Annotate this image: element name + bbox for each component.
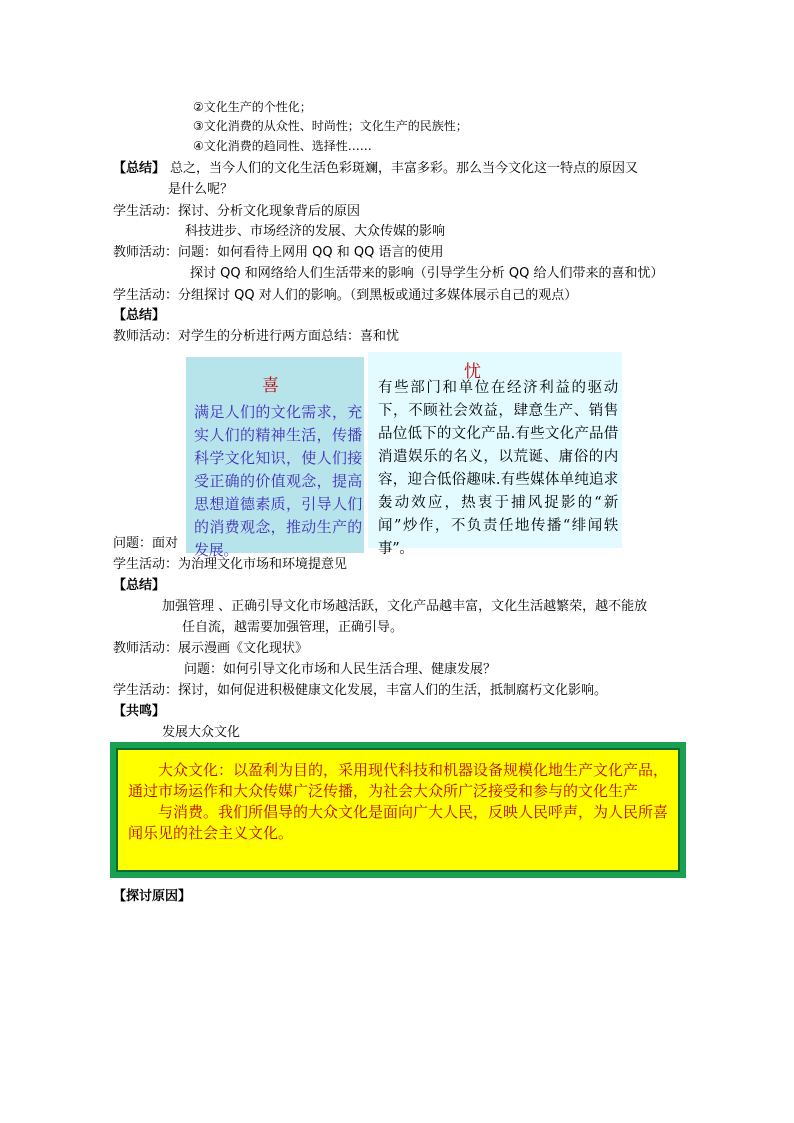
- explore-heading: 【探讨原因】: [113, 889, 192, 904]
- teacher-activity-3-question: 问题：如何引导文化市场和人民生活合理、健康发展？: [184, 662, 497, 677]
- resonance-heading: 【共鸣】: [113, 704, 166, 719]
- student-activity-4: 学生活动：探讨，如何促进积极健康文化发展，丰富人们的生活，抵制腐朽文化影响。: [113, 683, 608, 698]
- worry-text: 有些部门和单位在经济利益的驱动下，不顾社会效益，肆意生产、销售品位低下的文化产品.有些文化产品借消遣娱乐的名义，以荒诞、庸俗的内容，迎合低俗趣味.有些媒体单纯追求轰动效应，热衷于捕风捉影的“新闻”炒作，不负责任地传播“绯闻轶事”。: [378, 380, 618, 557]
- joy-title: 喜: [262, 376, 279, 396]
- summary-3-text-2: 任自流，越需要加强管理，正确引导。: [182, 620, 404, 635]
- teacher-activity-1: 教师活动：问题：如何看待上网用 QQ 和 QQ 语言的使用: [113, 245, 444, 260]
- teacher-activity-3: 教师活动：展示漫画《文化现状》: [113, 641, 309, 656]
- summary-text-2: 是什么呢？: [168, 182, 234, 197]
- summary-heading-2: 【总结】: [113, 308, 166, 323]
- student-activity-3: 学生活动：为治理文化市场和环境提意见: [113, 557, 348, 572]
- develop-heading: 发展大众文化: [162, 725, 241, 740]
- worry-title: 忧: [464, 362, 481, 382]
- student-activity-1-detail: 科技进步、市场经济的发展、大众传媒的影响: [185, 224, 446, 239]
- student-activity-2: 学生活动：分组探讨 QQ 对人们的影响。（到黑板或通过多媒体展示自己的观点）: [113, 288, 578, 303]
- definition-para-2: 与消费。我们所倡导的大众文化是面向广大人民，反映人民呼声，为人民所喜闻乐见的社会主义文化。: [128, 803, 669, 842]
- question-line: 问题：面对: [113, 536, 179, 551]
- summary-3-text-1: 加强管理 、正确引导文化市场越活跃，文化产品越丰富，文化生活越繁荣，越不能放: [162, 599, 648, 614]
- summary-text-1: 总之，当今人们的文化生活色彩斑斓，丰富多彩。那么当今文化这一特点的原因又: [170, 161, 639, 176]
- joy-box: [186, 357, 364, 559]
- student-activity-1: 学生活动：探讨、分析文化现象背后的原因: [113, 204, 361, 219]
- mass-culture-definition-box: [110, 742, 686, 878]
- item-4-line: ④文化消费的趋同性、选择性……: [193, 139, 372, 153]
- definition-para-1: 大众文化：以盈利为目的，采用现代科技和机器设备规模化地生产文化产品，通过市场运作和大众传媒广泛传播，为社会大众所广泛接受和参与的文化生产: [128, 761, 669, 800]
- teacher-activity-1-detail: 探讨 QQ 和网络给人们生活带来的影响（引导学生分析 QQ 给人们带来的喜和忧）: [190, 266, 664, 281]
- summary-heading-3: 【总结】: [113, 578, 166, 593]
- item-3-line: ③文化消费的从众性、时尚性；文化生产的民族性；: [193, 119, 468, 133]
- summary-heading: 【总结】: [113, 161, 166, 176]
- teacher-activity-2: 教师活动：对学生的分析进行两方面总结：喜和忧: [113, 329, 400, 344]
- worry-box: [368, 352, 622, 557]
- item-2-line: ②文化生产的个性化；: [193, 100, 312, 114]
- joy-text: 满足人们的文化需求，充实人们的精神生活，传播科学文化知识，使人们接受正确的价值观念，提高思想道德素质，引导人们的消费观念，推动生产的发展。: [194, 403, 362, 559]
